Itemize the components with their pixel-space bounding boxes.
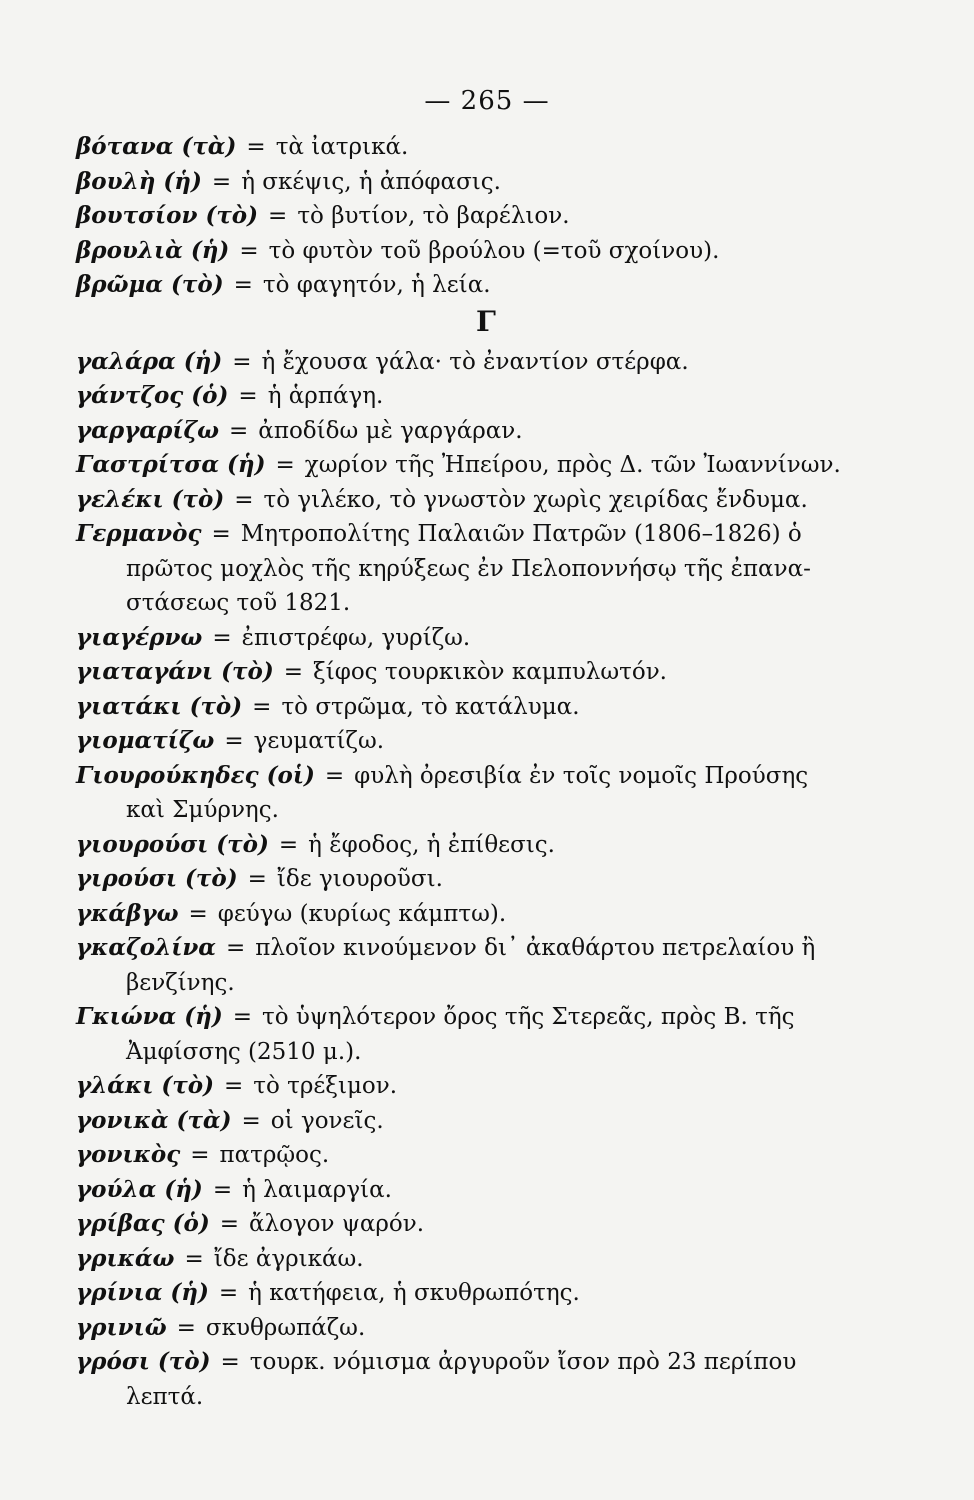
equals-sign: =	[212, 1176, 233, 1203]
dictionary-entry	[76, 1207, 846, 1241]
entry-definition: ἄλογον ψαρόν.	[248, 1211, 425, 1237]
dictionary-entry	[76, 759, 846, 793]
equals-sign: =	[224, 728, 244, 754]
dictionary-entry	[76, 724, 846, 758]
dictionary-entry	[76, 1138, 846, 1172]
equals-sign: =	[247, 866, 267, 892]
entry-continuation: καὶ Σμύρνης.	[126, 797, 279, 823]
equals-sign: =	[220, 1349, 240, 1375]
entry-headword: γιαγέρνω	[76, 623, 203, 651]
entry-headword: γρινιῶ	[76, 1313, 167, 1341]
equals-sign: =	[190, 1142, 210, 1168]
equals-sign: =	[239, 237, 259, 264]
entry-definition: ἴδε γιουροῦσι.	[276, 866, 443, 892]
equals-sign: =	[218, 1280, 239, 1306]
section-letter: Γ	[476, 304, 496, 338]
entry-headword: γονικὰ (τὰ)	[76, 1106, 232, 1134]
entry-headword: γρόσι (τὸ)	[76, 1348, 211, 1375]
equals-sign: =	[283, 659, 304, 685]
entry-headword: γρίβας (ὁ)	[76, 1210, 210, 1237]
entry-headword: βουτσίον (τὸ)	[76, 202, 259, 229]
dictionary-entry	[76, 517, 846, 551]
entry-definition: φυλὴ ὀρεσιβία ἐν τοῖς νομοῖς Προύσης	[354, 762, 809, 789]
dictionary-entry	[76, 234, 846, 268]
equals-sign: =	[211, 521, 231, 547]
equals-sign: =	[246, 134, 266, 160]
entry-definition: Μητροπολίτης Παλαιῶν Πατρῶν (1806–1826) ὁ	[240, 521, 802, 547]
dictionary-entry	[76, 862, 846, 896]
entry-headword: γλάκι (τὸ)	[76, 1072, 214, 1099]
dictionary-entry	[76, 414, 846, 448]
dictionary-entry	[76, 448, 846, 482]
entry-headword: γαργαρίζω	[76, 416, 220, 444]
entry-headword: γιοματίζω	[76, 727, 215, 754]
equals-sign: =	[211, 168, 232, 195]
entry-headword: γιατάκι (τὸ)	[76, 692, 243, 720]
page-number: — 265 —	[424, 86, 550, 116]
entry-headword: γούλα (ἡ)	[76, 1175, 203, 1203]
entry-definition: τὸ γιλέκο, τὸ γνωστὸν χωρὶς χειρίδας ἔνδυμα.	[263, 486, 808, 513]
entry-definition: ἡ κατήφεια, ἡ σκυθρωπότης.	[248, 1280, 580, 1306]
equals-sign: =	[184, 1245, 204, 1272]
entry-headword: γονικὸς	[76, 1141, 181, 1168]
dictionary-entry	[76, 931, 846, 965]
entry-definition: τουρκ. νόμισμα ἀργυροῦν ἴσον πρὸ 23 περίπου	[249, 1349, 797, 1375]
entry-headword: γιαταγάνι (τὸ)	[76, 658, 274, 685]
entry-headword: γελέκι (τὸ)	[76, 485, 225, 513]
equals-sign: =	[219, 1211, 239, 1237]
equals-sign: =	[212, 624, 232, 651]
entry-definition: τὰ ἰατρικά.	[275, 134, 409, 160]
dictionary-entry	[76, 828, 846, 862]
equals-sign: =	[176, 1314, 196, 1341]
dictionary-entry	[76, 1311, 846, 1345]
entry-definition: ἴδε ἀγρικάω.	[213, 1245, 364, 1272]
entry-continuation: βενζίνης.	[126, 969, 235, 996]
entry-headword: γιουρούσι (τὸ)	[76, 830, 269, 858]
entry-continuation: λεπτά.	[126, 1383, 204, 1410]
entry-headword: Γιουρούκηδες (οἱ)	[76, 761, 315, 789]
entry-definition: τὸ ὑψηλότερον ὄρος τῆς Στερεᾶς, πρὸς Β. τῆς	[262, 1004, 795, 1030]
entry-headword: Γκιώνα (ἡ)	[76, 1003, 223, 1030]
entry-definition: τὸ στρῶμα, τὸ κατάλυμα.	[281, 693, 580, 720]
entry-headword: γαλάρα (ἡ)	[76, 347, 223, 375]
entry-definition: τὸ τρέξιμον.	[253, 1073, 398, 1099]
entry-headword: γάντζος (ὁ)	[76, 382, 229, 409]
equals-sign: =	[229, 417, 249, 444]
dictionary-entry	[76, 1104, 846, 1138]
entry-headword: βουλὴ (ἡ)	[76, 167, 202, 195]
dictionary-entry	[76, 897, 846, 931]
dictionary-entry	[76, 621, 846, 655]
entry-definition: οἱ γονεῖς.	[270, 1107, 384, 1134]
equals-sign: =	[238, 383, 258, 409]
equals-sign: =	[324, 762, 345, 789]
entry-definition: ἀποδίδω μὲ γαργάραν.	[258, 417, 523, 444]
entry-headword: γρίνια (ἡ)	[76, 1279, 209, 1306]
entry-headword: Γαστρίτσα (ἡ)	[76, 451, 266, 478]
entry-definition: ἐπιστρέφω, γυρίζω.	[241, 624, 471, 651]
equals-sign: =	[234, 486, 254, 513]
entry-definition: ξίφος τουρκικὸν καμπυλωτόν.	[313, 659, 667, 685]
entry-definition: ἡ ἔχουσα γάλα· τὸ ἐναντίον στέρφα.	[261, 348, 689, 375]
entry-continuation: στάσεως τοῦ 1821.	[126, 590, 351, 616]
dictionary-entry	[76, 1242, 846, 1276]
equals-sign: =	[232, 348, 252, 375]
equals-sign: =	[275, 452, 295, 478]
dictionary-entry	[76, 1345, 846, 1379]
dictionary-entry	[76, 268, 846, 302]
dictionary-entry	[76, 690, 846, 724]
dictionary-entry	[76, 130, 846, 164]
entry-headword: βρῶμα (τὸ)	[76, 271, 224, 298]
dictionary-entry	[76, 1000, 846, 1034]
equals-sign: =	[223, 1073, 244, 1099]
dictionary-entry	[76, 199, 846, 233]
dictionary-entry	[76, 1069, 846, 1103]
dictionary-entry	[76, 165, 846, 199]
entry-headword: γκάβγω	[76, 899, 179, 927]
entry-headword: Γερμανὸς	[76, 520, 202, 547]
entry-definition: ἡ ἔφοδος, ἡ ἐπίθεσις.	[308, 831, 555, 858]
dictionary-entry	[76, 345, 846, 379]
equals-sign: =	[241, 1107, 261, 1134]
dictionary-entry	[76, 379, 846, 413]
entry-definition: ἡ λαιμαργία.	[242, 1176, 392, 1203]
entry-headword: γκαζολίνα	[76, 934, 216, 961]
entry-definition: ἡ ἁρπάγη.	[267, 383, 384, 409]
entry-headword: βότανα (τὰ)	[76, 133, 237, 160]
entry-headword: γρικάω	[76, 1244, 175, 1272]
entry-continuation: πρῶτος μοχλὸς τῆς κηρύξεως ἐν Πελοποννήσῳ τῆς ἐπανα-	[126, 555, 811, 582]
dictionary-entry	[76, 655, 846, 689]
entry-definition: τὸ φυτὸν τοῦ βρούλου (=τοῦ σχοίνου).	[268, 237, 720, 264]
entry-definition: πλοῖον κινούμενον δι᾿ ἀκαθάρτου πετρελαίου ἢ	[255, 935, 816, 961]
dictionary-entry	[76, 483, 846, 517]
equals-sign: =	[252, 693, 272, 720]
entry-definition: σκυθρωπάζω.	[205, 1314, 366, 1341]
entry-definition: τὸ βυτίον, τὸ βαρέλιον.	[297, 203, 570, 229]
entry-headword: γιρούσι (τὸ)	[76, 865, 238, 892]
entry-definition: ἡ σκέψις, ἡ ἀπόφασις.	[241, 168, 501, 195]
equals-sign: =	[233, 272, 253, 298]
equals-sign: =	[278, 831, 299, 858]
equals-sign: =	[188, 900, 208, 927]
equals-sign: =	[268, 203, 288, 229]
equals-sign: =	[226, 935, 246, 961]
dictionary-entry	[76, 1276, 846, 1310]
entry-definition: γευματίζω.	[253, 728, 385, 754]
entry-continuation: Ἀμφίσσης (2510 μ.).	[126, 1038, 362, 1065]
dictionary-entry	[76, 1173, 846, 1207]
entry-definition: τὸ φαγητόν, ἡ λεία.	[262, 272, 491, 298]
entry-definition: χωρίον τῆς Ἠπείρου, πρὸς Δ. τῶν Ἰωαννίνων.	[304, 452, 841, 478]
entry-definition: φεύγω (κυρίως κάμπτω).	[217, 900, 507, 927]
entry-definition: πατρῷος.	[219, 1142, 330, 1168]
equals-sign: =	[232, 1004, 253, 1030]
entry-headword: βρουλιὰ (ἡ)	[76, 236, 230, 264]
